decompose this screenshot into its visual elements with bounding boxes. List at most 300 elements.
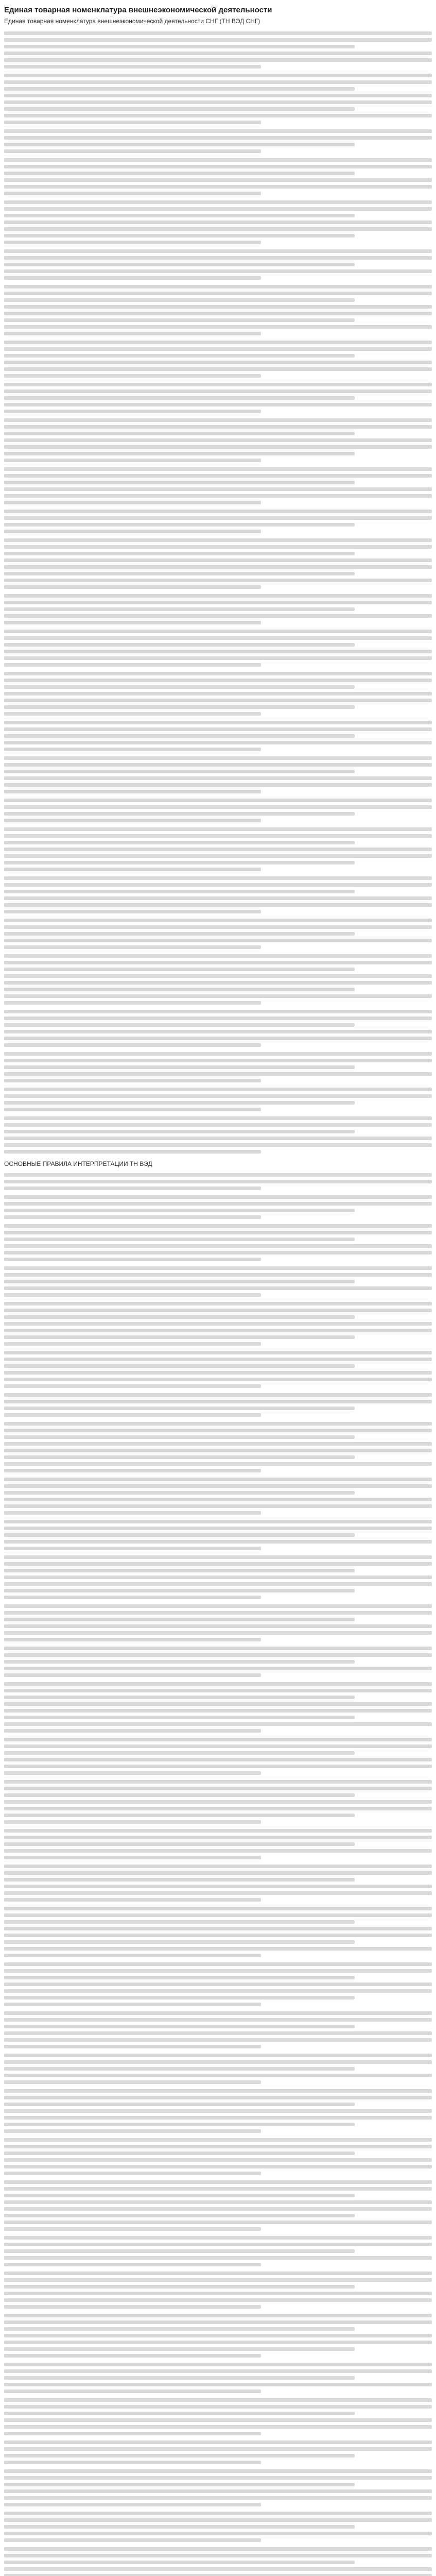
text-line — [4, 699, 432, 702]
text-line — [4, 2369, 432, 2373]
text-paragraph — [4, 1682, 432, 1733]
text-line — [4, 1384, 261, 1388]
text-line — [4, 1478, 432, 1481]
text-line — [4, 607, 355, 611]
text-line — [4, 1849, 432, 1853]
text-line — [4, 2547, 432, 2551]
text-line — [4, 2567, 432, 2571]
text-line — [4, 1429, 432, 1432]
text-line — [4, 2194, 355, 2197]
text-line — [4, 650, 432, 653]
text-line — [4, 1224, 432, 1228]
text-paragraph — [4, 2441, 432, 2464]
text-paragraph — [4, 538, 432, 589]
text-line — [4, 2138, 432, 2142]
text-line — [4, 692, 432, 696]
text-line — [4, 432, 355, 435]
text-line — [4, 925, 432, 929]
text-line — [4, 2489, 432, 2493]
text-line — [4, 2227, 261, 2231]
text-line — [4, 2158, 432, 2162]
text-line — [4, 1143, 432, 1147]
text-line — [4, 269, 432, 273]
text-paragraph — [4, 1907, 432, 1957]
text-paragraph — [4, 630, 432, 667]
text-line — [4, 1094, 432, 1098]
text-line — [4, 727, 432, 731]
text-line — [4, 276, 261, 280]
text-line — [4, 1631, 432, 1635]
text-line — [4, 1976, 355, 1979]
text-paragraph — [4, 418, 432, 462]
text-paragraph — [4, 1302, 432, 1346]
text-line — [4, 1787, 432, 1790]
text-line — [4, 854, 432, 858]
text-line — [4, 741, 432, 744]
text-line — [4, 136, 432, 140]
text-line — [4, 2441, 432, 2444]
text-line — [4, 1123, 432, 1127]
text-line — [4, 1286, 432, 1290]
text-line — [4, 318, 355, 322]
text-line — [4, 1907, 432, 1910]
text-line — [4, 2376, 355, 2380]
text-line — [4, 2038, 432, 2042]
text-line — [4, 1351, 432, 1354]
text-line — [4, 1455, 355, 1459]
text-line — [4, 883, 432, 887]
text-line — [4, 2398, 432, 2402]
page-title: Единая товарная номенклатура внешнеэкономической деятельности — [4, 6, 272, 14]
text-line — [4, 1555, 432, 1559]
text-line — [4, 1885, 432, 1888]
text-line — [4, 1722, 432, 1726]
text-paragraph — [4, 1738, 432, 1775]
text-line — [4, 1527, 432, 1530]
text-line — [4, 1302, 432, 1306]
text-line — [4, 1947, 432, 1951]
text-line — [4, 1771, 261, 1775]
text-line — [4, 1696, 355, 1699]
text-line — [4, 876, 432, 880]
text-line — [4, 2080, 261, 2084]
text-paragraph — [4, 827, 432, 871]
text-line — [4, 200, 432, 204]
text-line — [4, 114, 432, 117]
text-line — [4, 685, 355, 689]
text-line — [4, 827, 432, 831]
text-paragraph — [4, 1780, 432, 1824]
text-line — [4, 2180, 432, 2184]
text-line — [4, 1309, 432, 1312]
text-line — [4, 58, 432, 62]
text-line — [4, 2054, 432, 2057]
text-line — [4, 565, 432, 569]
text-line — [4, 256, 432, 260]
text-paragraph — [4, 2054, 432, 2084]
text-line — [4, 2518, 432, 2522]
text-paragraph — [4, 2138, 432, 2175]
text-line — [4, 107, 355, 111]
text-line — [4, 1596, 261, 1599]
text-line — [4, 1807, 432, 1810]
text-line — [4, 643, 355, 647]
text-line — [4, 1709, 432, 1713]
text-line — [4, 1793, 355, 1797]
text-line — [4, 1258, 261, 1261]
text-paragraph — [4, 594, 432, 624]
text-line — [4, 2341, 432, 2344]
text-line — [4, 1016, 432, 1020]
text-line — [4, 2425, 432, 2429]
text-line — [4, 2454, 355, 2458]
text-line — [4, 848, 432, 851]
text-line — [4, 2327, 355, 2331]
text-line — [4, 919, 432, 922]
text-paragraph — [4, 876, 432, 913]
text-paragraph — [4, 31, 432, 69]
text-line — [4, 1638, 261, 1641]
text-line — [4, 1065, 355, 1069]
text-line — [4, 1547, 261, 1550]
text-line — [4, 981, 432, 985]
text-line — [4, 1215, 261, 1219]
text-line — [4, 2476, 432, 2480]
text-line — [4, 988, 355, 991]
text-line — [4, 861, 355, 865]
text-line — [4, 2109, 432, 2113]
text-line — [4, 1315, 355, 1319]
text-line — [4, 954, 432, 958]
text-line — [4, 2512, 432, 2515]
text-line — [4, 1088, 432, 1091]
text-line — [4, 1653, 432, 1657]
text-line — [4, 2314, 432, 2317]
text-line — [4, 1913, 432, 1917]
text-line — [4, 2011, 432, 2015]
text-line — [4, 1996, 355, 1999]
text-line — [4, 1624, 432, 1628]
text-line — [4, 1238, 355, 1241]
text-line — [4, 1667, 432, 1670]
text-line — [4, 932, 355, 936]
text-line — [4, 2285, 355, 2289]
text-line — [4, 1173, 432, 1177]
text-line — [4, 530, 261, 533]
text-line — [4, 178, 432, 182]
text-line — [4, 45, 355, 48]
text-paragraph — [4, 1224, 432, 1261]
text-line — [4, 2389, 261, 2393]
text-line — [4, 1738, 432, 1741]
text-line — [4, 1604, 432, 1608]
text-line — [4, 585, 261, 589]
text-paragraph — [4, 249, 432, 280]
text-line — [4, 1293, 261, 1297]
text-line — [4, 1342, 261, 1346]
text-line — [4, 2031, 432, 2035]
text-line — [4, 672, 432, 675]
text-line — [4, 1209, 355, 1212]
text-paragraph — [4, 954, 432, 1005]
text-line — [4, 2334, 432, 2337]
text-line — [4, 1010, 432, 1013]
text-line — [4, 1150, 261, 1154]
text-line — [4, 2221, 432, 2224]
text-line — [4, 2243, 432, 2246]
text-line — [4, 1335, 355, 1339]
text-line — [4, 2461, 261, 2464]
text-paragraph — [4, 2272, 432, 2309]
text-line — [4, 545, 432, 549]
text-paragraph — [4, 1116, 432, 1154]
text-line — [4, 65, 261, 69]
article-body-bottom — [4, 1173, 432, 2576]
text-line — [4, 1449, 432, 1452]
text-line — [4, 1187, 261, 1190]
text-line — [4, 1180, 432, 1183]
text-line — [4, 1702, 432, 1706]
text-paragraph — [4, 2314, 432, 2358]
text-line — [4, 1569, 355, 1572]
text-line — [4, 2151, 355, 2155]
text-line — [4, 100, 432, 104]
text-line — [4, 383, 432, 386]
text-line — [4, 2418, 432, 2422]
text-line — [4, 2018, 432, 2022]
text-line — [4, 890, 355, 893]
text-line — [4, 438, 432, 442]
text-line — [4, 1406, 355, 1410]
text-paragraph — [4, 1195, 432, 1219]
text-line — [4, 172, 355, 175]
text-line — [4, 974, 432, 978]
text-line — [4, 510, 432, 513]
text-line — [4, 2298, 432, 2302]
text-line — [4, 968, 355, 971]
text-line — [4, 2347, 355, 2351]
text-line — [4, 2363, 432, 2366]
text-paragraph — [4, 756, 432, 793]
text-line — [4, 214, 355, 217]
text-line — [4, 812, 355, 816]
text-line — [4, 1108, 261, 1111]
text-paragraph — [4, 341, 432, 378]
text-line — [4, 1202, 432, 1206]
text-paragraph — [4, 1173, 432, 1190]
text-line — [4, 1137, 432, 1140]
text-line — [4, 834, 432, 838]
text-line — [4, 1195, 432, 1199]
text-line — [4, 2003, 261, 2006]
text-paragraph — [4, 2363, 432, 2393]
text-line — [4, 2532, 432, 2535]
text-line — [4, 2214, 355, 2217]
text-paragraph — [4, 1520, 432, 1550]
text-line — [4, 74, 432, 77]
text-line — [4, 31, 432, 35]
text-paragraph — [4, 1478, 432, 1515]
text-line — [4, 1251, 432, 1255]
text-paragraph — [4, 129, 432, 153]
text-line — [4, 158, 432, 162]
text-line — [4, 1618, 355, 1621]
text-line — [4, 221, 432, 224]
text-line — [4, 961, 432, 964]
text-line — [4, 705, 355, 709]
text-line — [4, 2045, 261, 2048]
text-line — [4, 1358, 432, 1361]
text-line — [4, 2538, 261, 2542]
text-line — [4, 1982, 432, 1986]
text-line — [4, 896, 432, 900]
text-line — [4, 1052, 432, 1056]
text-line — [4, 459, 261, 462]
text-line — [4, 2383, 432, 2386]
text-line — [4, 1716, 355, 1719]
text-line — [4, 2574, 432, 2576]
text-line — [4, 305, 432, 309]
text-line — [4, 2236, 432, 2240]
text-paragraph — [4, 1052, 432, 1082]
text-paragraph — [4, 1604, 432, 1641]
text-line — [4, 2187, 432, 2191]
text-line — [4, 790, 261, 793]
text-line — [4, 1329, 432, 1332]
text-line — [4, 501, 261, 504]
text-line — [4, 2561, 355, 2564]
text-line — [4, 1378, 432, 1381]
text-line — [4, 2354, 261, 2358]
text-paragraph — [4, 672, 432, 716]
text-line — [4, 2165, 432, 2168]
text-line — [4, 2116, 432, 2120]
text-line — [4, 1280, 355, 1283]
text-paragraph — [4, 1555, 432, 1599]
text-line — [4, 1322, 432, 1326]
text-line — [4, 1371, 432, 1375]
text-line — [4, 452, 355, 455]
text-paragraph — [4, 919, 432, 949]
text-line — [4, 2249, 355, 2253]
text-line — [4, 1484, 432, 1488]
text-line — [4, 1589, 355, 1592]
text-paragraph — [4, 158, 432, 195]
text-line — [4, 410, 261, 413]
text-line — [4, 2503, 261, 2506]
text-paragraph — [4, 2180, 432, 2231]
text-line — [4, 263, 355, 266]
text-line — [4, 1611, 432, 1615]
text-line — [4, 1856, 261, 1859]
text-paragraph — [4, 1962, 432, 2006]
text-line — [4, 1758, 432, 1761]
text-line — [4, 52, 432, 55]
text-line — [4, 2292, 432, 2295]
text-line — [4, 1037, 432, 1040]
text-line — [4, 1231, 432, 1234]
text-paragraph — [4, 200, 432, 244]
text-line — [4, 1836, 432, 1839]
text-line — [4, 227, 432, 231]
text-line — [4, 2469, 432, 2473]
text-line — [4, 285, 432, 289]
text-line — [4, 143, 355, 146]
text-line — [4, 1780, 432, 1784]
text-paragraph — [4, 2469, 432, 2506]
text-line — [4, 292, 432, 295]
text-line — [4, 1878, 355, 1882]
text-paragraph — [4, 721, 432, 751]
text-line — [4, 185, 432, 189]
text-line — [4, 1059, 432, 1062]
text-line — [4, 1491, 355, 1495]
text-line — [4, 805, 432, 809]
text-line — [4, 1364, 355, 1368]
text-line — [4, 621, 261, 624]
text-line — [4, 332, 261, 335]
text-line — [4, 2096, 432, 2099]
text-line — [4, 776, 432, 780]
text-line — [4, 241, 261, 244]
text-line — [4, 94, 432, 97]
text-line — [4, 552, 355, 555]
text-line — [4, 656, 432, 660]
text-paragraph — [4, 2089, 432, 2133]
text-line — [4, 2405, 432, 2409]
text-line — [4, 1422, 432, 1426]
text-line — [4, 712, 261, 716]
text-line — [4, 2412, 355, 2415]
text-line — [4, 165, 432, 168]
text-line — [4, 2432, 261, 2435]
text-line — [4, 799, 432, 802]
text-line — [4, 2025, 355, 2028]
text-line — [4, 2089, 432, 2093]
text-line — [4, 2207, 432, 2211]
text-line — [4, 679, 432, 682]
text-line — [4, 721, 432, 724]
text-paragraph — [4, 1010, 432, 1047]
text-line — [4, 2278, 432, 2282]
text-line — [4, 2305, 261, 2309]
text-line — [4, 1989, 432, 1993]
text-line — [4, 1435, 355, 1439]
text-line — [4, 1673, 261, 1677]
text-paragraph — [4, 1829, 432, 1859]
text-line — [4, 2272, 432, 2275]
text-line — [4, 2256, 432, 2260]
text-line — [4, 1660, 355, 1664]
text-line — [4, 1898, 261, 1902]
text-line — [4, 2263, 261, 2266]
text-line — [4, 389, 432, 393]
text-paragraph — [4, 1393, 432, 1417]
text-line — [4, 1842, 355, 1846]
text-line — [4, 1689, 432, 1692]
text-line — [4, 903, 432, 907]
text-line — [4, 418, 432, 422]
text-line — [4, 1814, 355, 1817]
text-line — [4, 579, 432, 582]
text-line — [4, 2074, 432, 2077]
text-line — [4, 1934, 432, 1937]
text-line — [4, 2483, 355, 2486]
text-line — [4, 1030, 432, 1033]
text-line — [4, 325, 432, 329]
text-line — [4, 868, 261, 871]
text-line — [4, 734, 355, 738]
